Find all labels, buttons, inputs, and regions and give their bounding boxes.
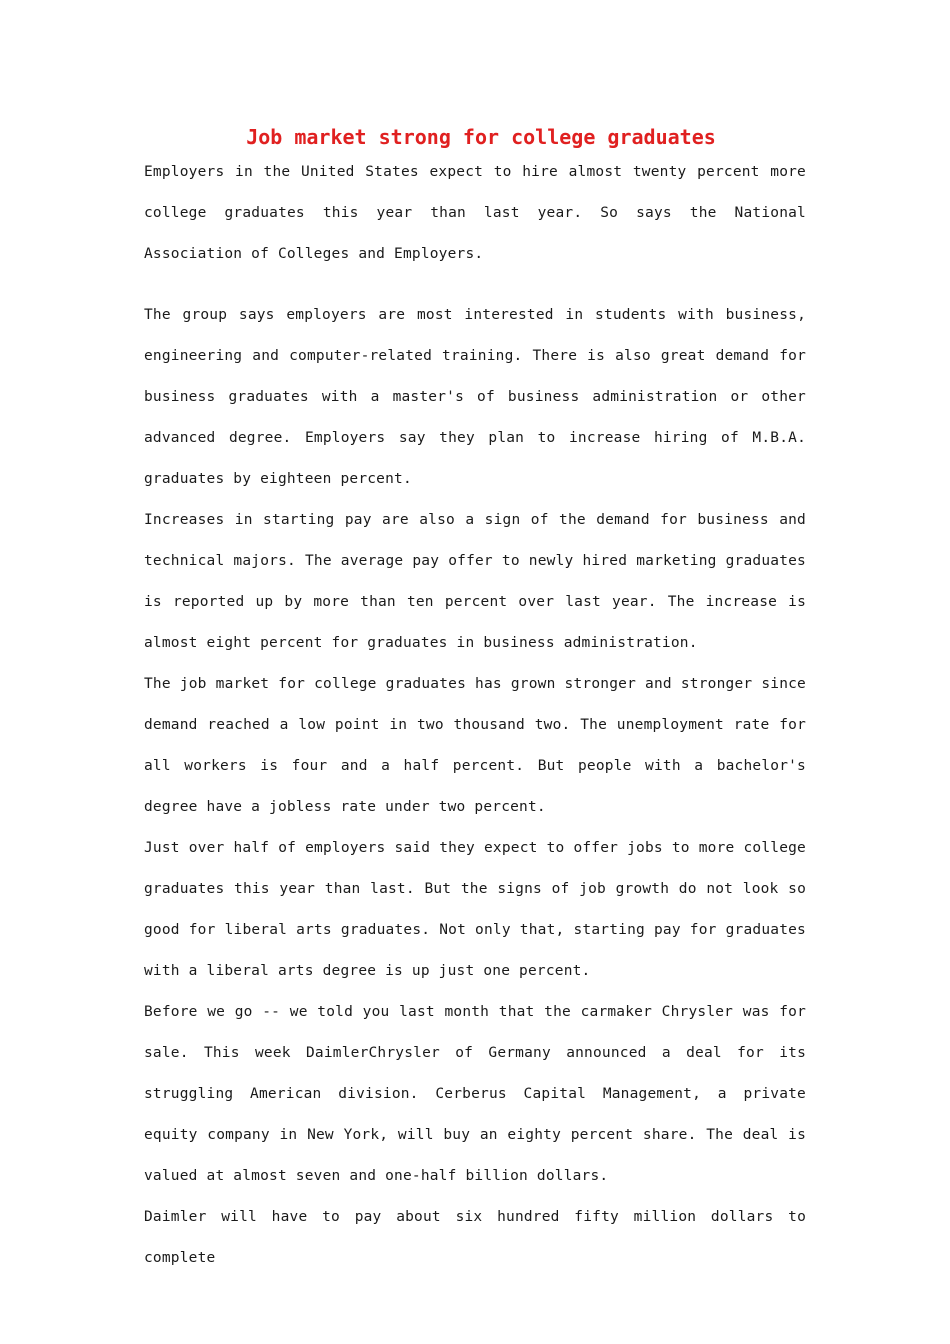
paragraph-3: Increases in starting pay are also a sign of the demand for business and technical majors. The average pay offer to newly hired marketing graduates is reported up by more than ten percent over last year. The increase is almost eight percent for graduates in business administration.: [144, 512, 806, 651]
article-title: Job market strong for college graduates: [246, 125, 716, 149]
paragraph-6: Before we go -- we told you last month that the carmaker Chrysler was for sale. This week DaimlerChrysler of Germany announced a deal for its struggling American division. Cerberus Capital Management, a private equity company in New York, will buy an eighty percent share. The deal is valued at almost seven and one-half billion dollars.: [144, 1004, 806, 1184]
paragraph-spacer: [144, 275, 806, 295]
paragraph-7: Daimler will have to pay about six hundred fifty million dollars to complete: [144, 1209, 806, 1266]
paragraph-4: The job market for college graduates has grown stronger and stronger since demand reached a low point in two thousand two. The unemployment rate for all workers is four and a half percent. But people with a bachelor's degree have a jobless rate under two percent.: [144, 676, 806, 815]
article-body: [144, 152, 806, 1279]
paragraph-2: The group says employers are most interested in students with business, engineering and computer-related training. There is also great demand for business graduates with a master's of business administration or other advanced degree. Employers say they plan to increase hiring of M.B.A. graduates by eighteen percent.: [144, 307, 806, 487]
paragraph-1: Employers in the United States expect to hire almost twenty percent more college graduates this year than last year. So says the National Association of Colleges and Employers.: [144, 164, 806, 262]
paragraph-5: Just over half of employers said they expect to offer jobs to more college graduates this year than last. But the signs of job growth do not look so good for liberal arts graduates. Not only that, starting pay for graduates with a liberal arts degree is up just one percent.: [144, 840, 806, 979]
